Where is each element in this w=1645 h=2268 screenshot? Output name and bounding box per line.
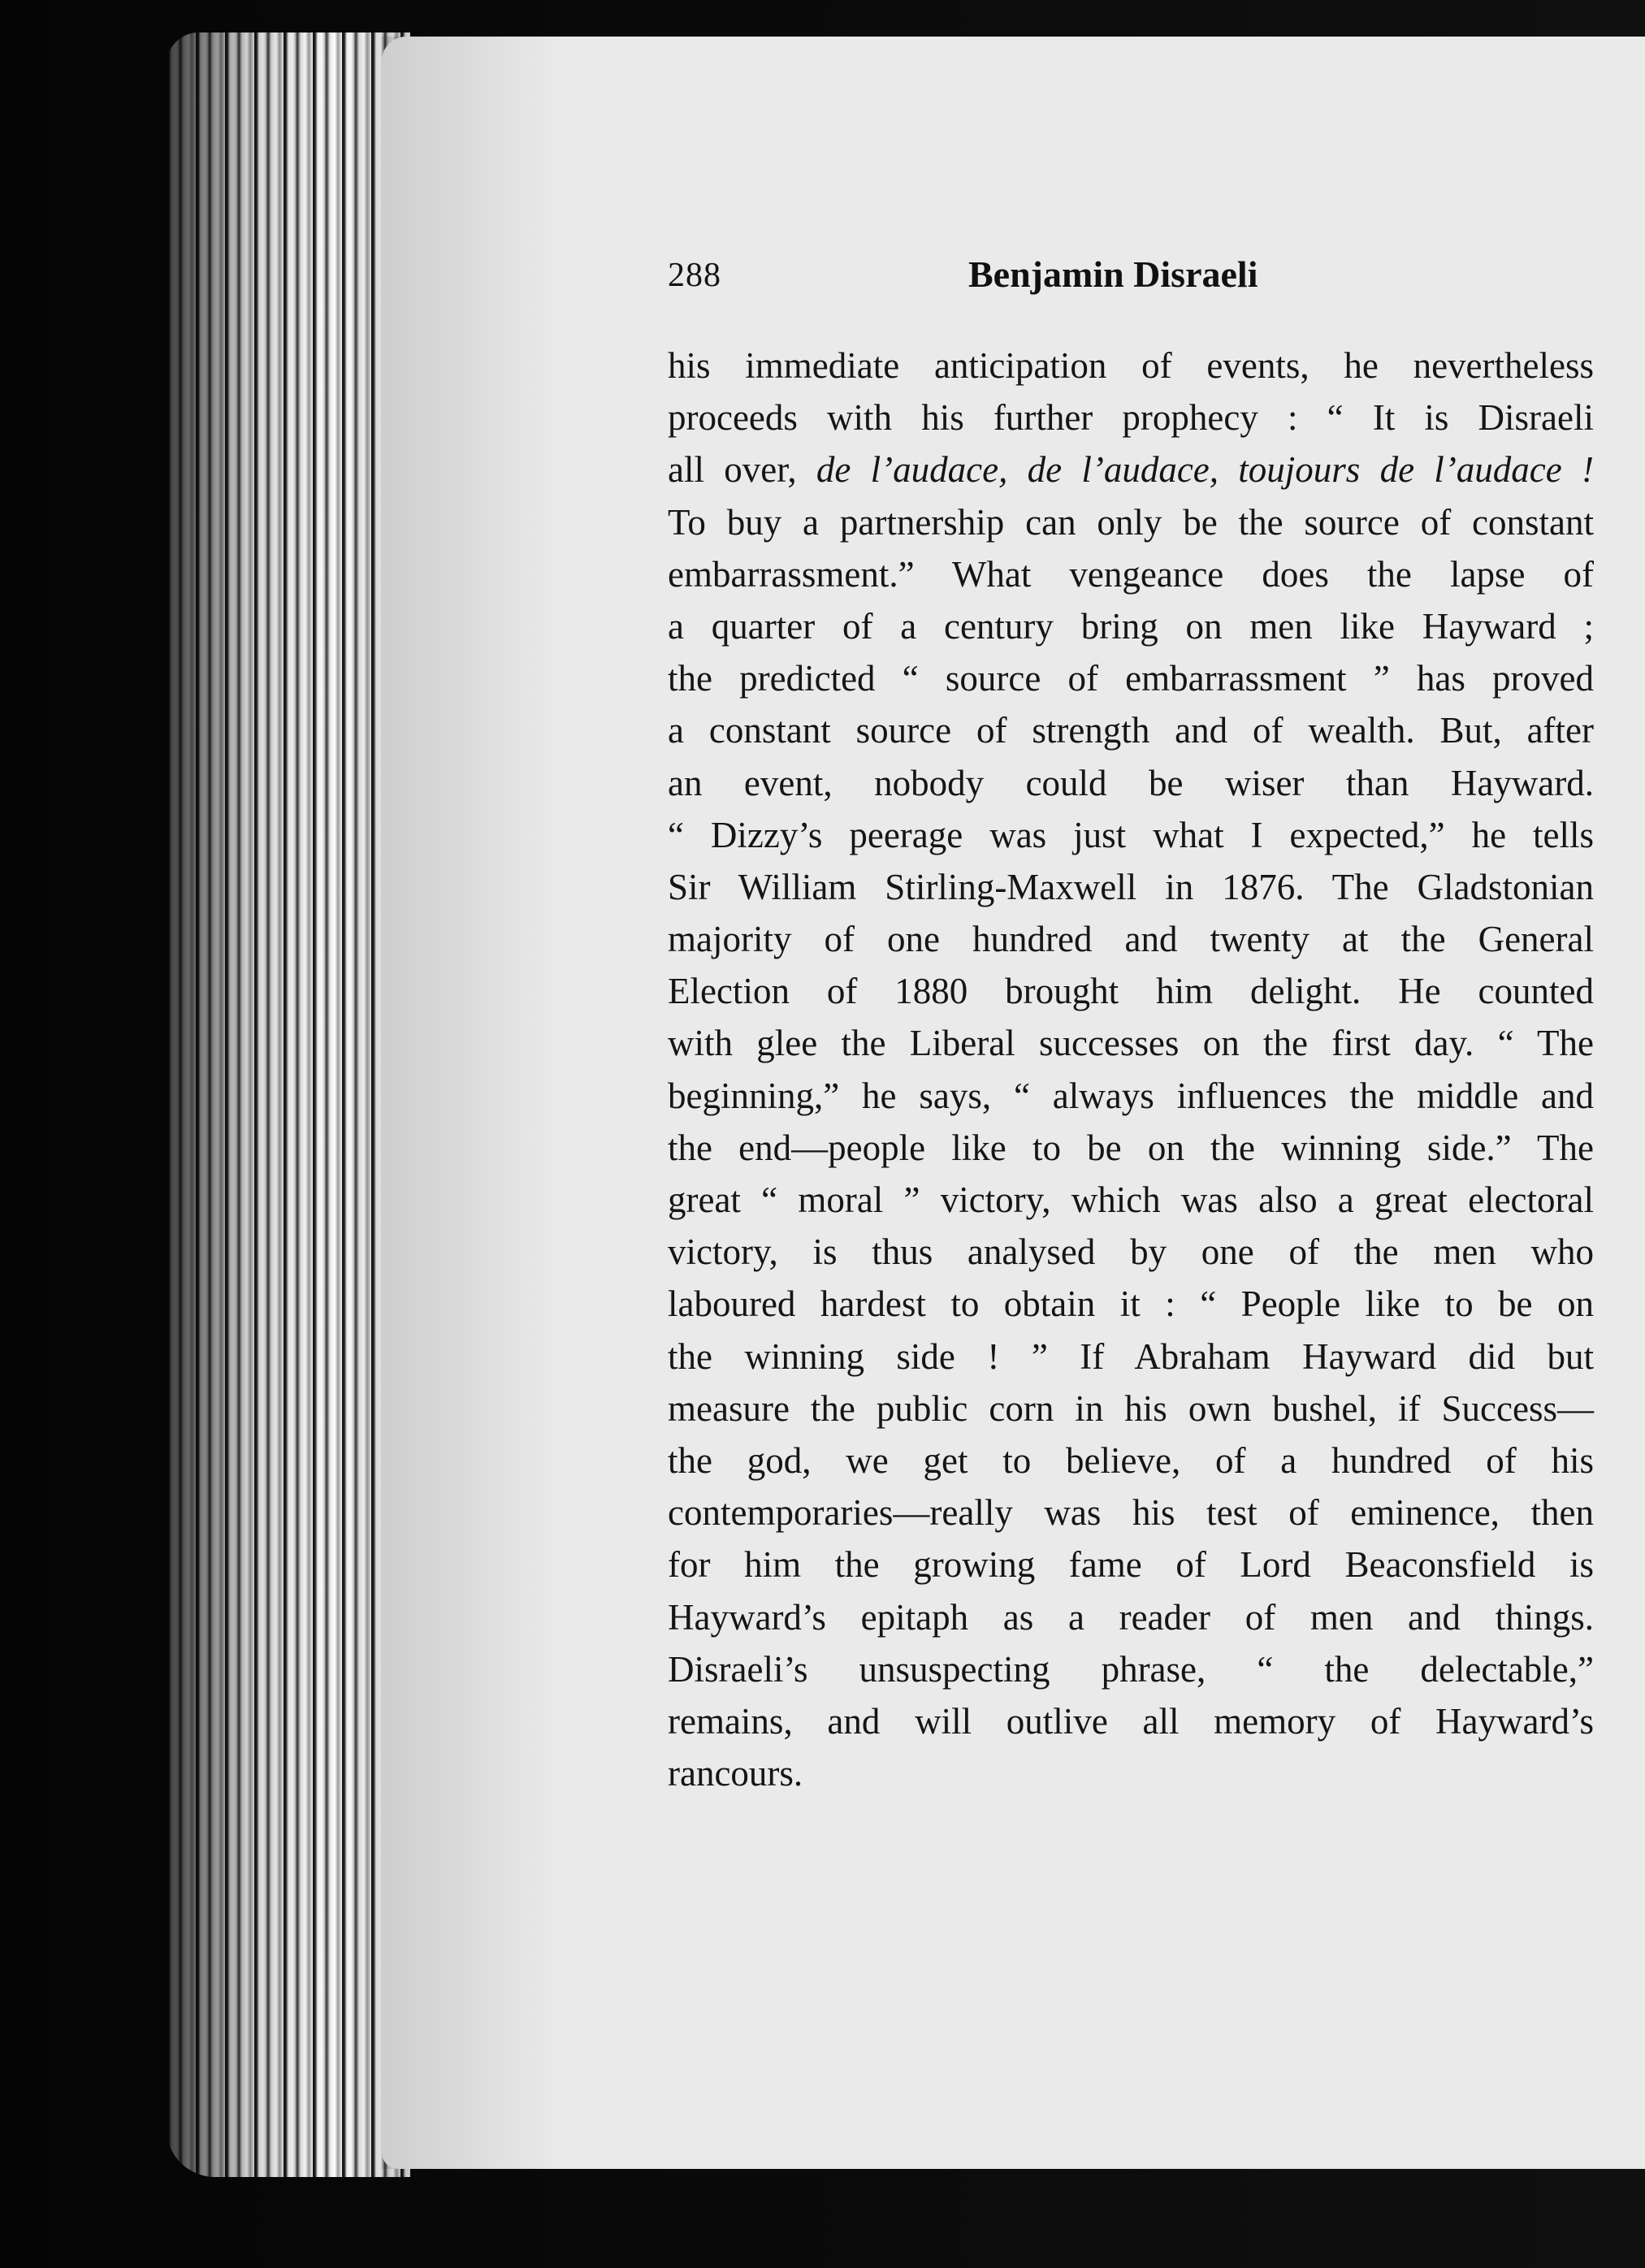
text-line: for him the growing fame of Lord Beaconsfield is xyxy=(668,1544,1594,1586)
text-line: Disraeli’s unsuspecting phrase, “ the delectable,” xyxy=(668,1648,1594,1690)
text-line: an event, nobody could be wiser than Hayward. xyxy=(668,762,1594,803)
text-line: proceeds with his further prophecy : “ It is Disraeli xyxy=(668,397,1594,439)
text-line: Hayward’s epitaph as a reader of men and things. xyxy=(668,1596,1594,1638)
text-line: laboured hardest to obtain it : “ People like to be on xyxy=(668,1283,1594,1325)
text-line: victory, is thus analysed by one of the men who xyxy=(668,1231,1594,1273)
text-line: rancours. xyxy=(668,1753,803,1794)
text-line: a constant source of strength and of wealth. But, after xyxy=(668,710,1594,751)
text-line: his immediate anticipation of events, he nevertheless xyxy=(668,345,1594,386)
page-edges-shadow xyxy=(167,32,410,2177)
text-line: with glee the Liberal successes on the first day. “ The xyxy=(668,1023,1594,1064)
text-line: contemporaries—really was his test of eminence, then xyxy=(668,1492,1594,1534)
text-line: the winning side ! ” If Abraham Hayward did but xyxy=(668,1335,1594,1377)
text-line: beginning,” he says, “ always influences the middle and xyxy=(668,1075,1594,1116)
text-span: all over, xyxy=(668,449,797,491)
text-line xyxy=(668,444,1594,496)
running-title: Benjamin Disraeli xyxy=(968,253,1258,295)
text-line: measure the public corn in his own bushel, if Success— xyxy=(668,1387,1594,1429)
gutter-shadow xyxy=(382,37,561,2169)
text-line: the predicted “ source of embarrassment ” has proved xyxy=(668,658,1594,699)
text-line: Sir William Stirling-Maxwell in 1876. The Gladstonian xyxy=(668,866,1594,907)
text-line: “ Dizzy’s peerage was just what I expected,” he tells xyxy=(668,814,1594,855)
text-line: great “ moral ” victory, which was also a great electoral xyxy=(668,1179,1594,1220)
text-line: To buy a partnership can only be the source of constant xyxy=(668,501,1594,543)
text-line: Election of 1880 brought him delight. He counted xyxy=(668,971,1594,1012)
text-line: a quarter of a century bring on men like Hayward ; xyxy=(668,605,1594,647)
body-text xyxy=(668,340,1594,1799)
text-line: the end—people like to be on the winning side.” The xyxy=(668,1127,1594,1168)
italic-quotation: de l’audace, de l’audace, toujours de l’audace ! xyxy=(816,449,1594,491)
page-number: 288 xyxy=(668,257,721,294)
text-line: majority of one hundred and twenty at the General xyxy=(668,919,1594,960)
text-line: the god, we get to believe, of a hundred of his xyxy=(668,1439,1594,1481)
text-line: remains, and will outlive all memory of Hayward’s xyxy=(668,1700,1594,1742)
text-line: embarrassment.” What vengeance does the lapse of xyxy=(668,553,1594,595)
running-head xyxy=(668,253,1626,313)
